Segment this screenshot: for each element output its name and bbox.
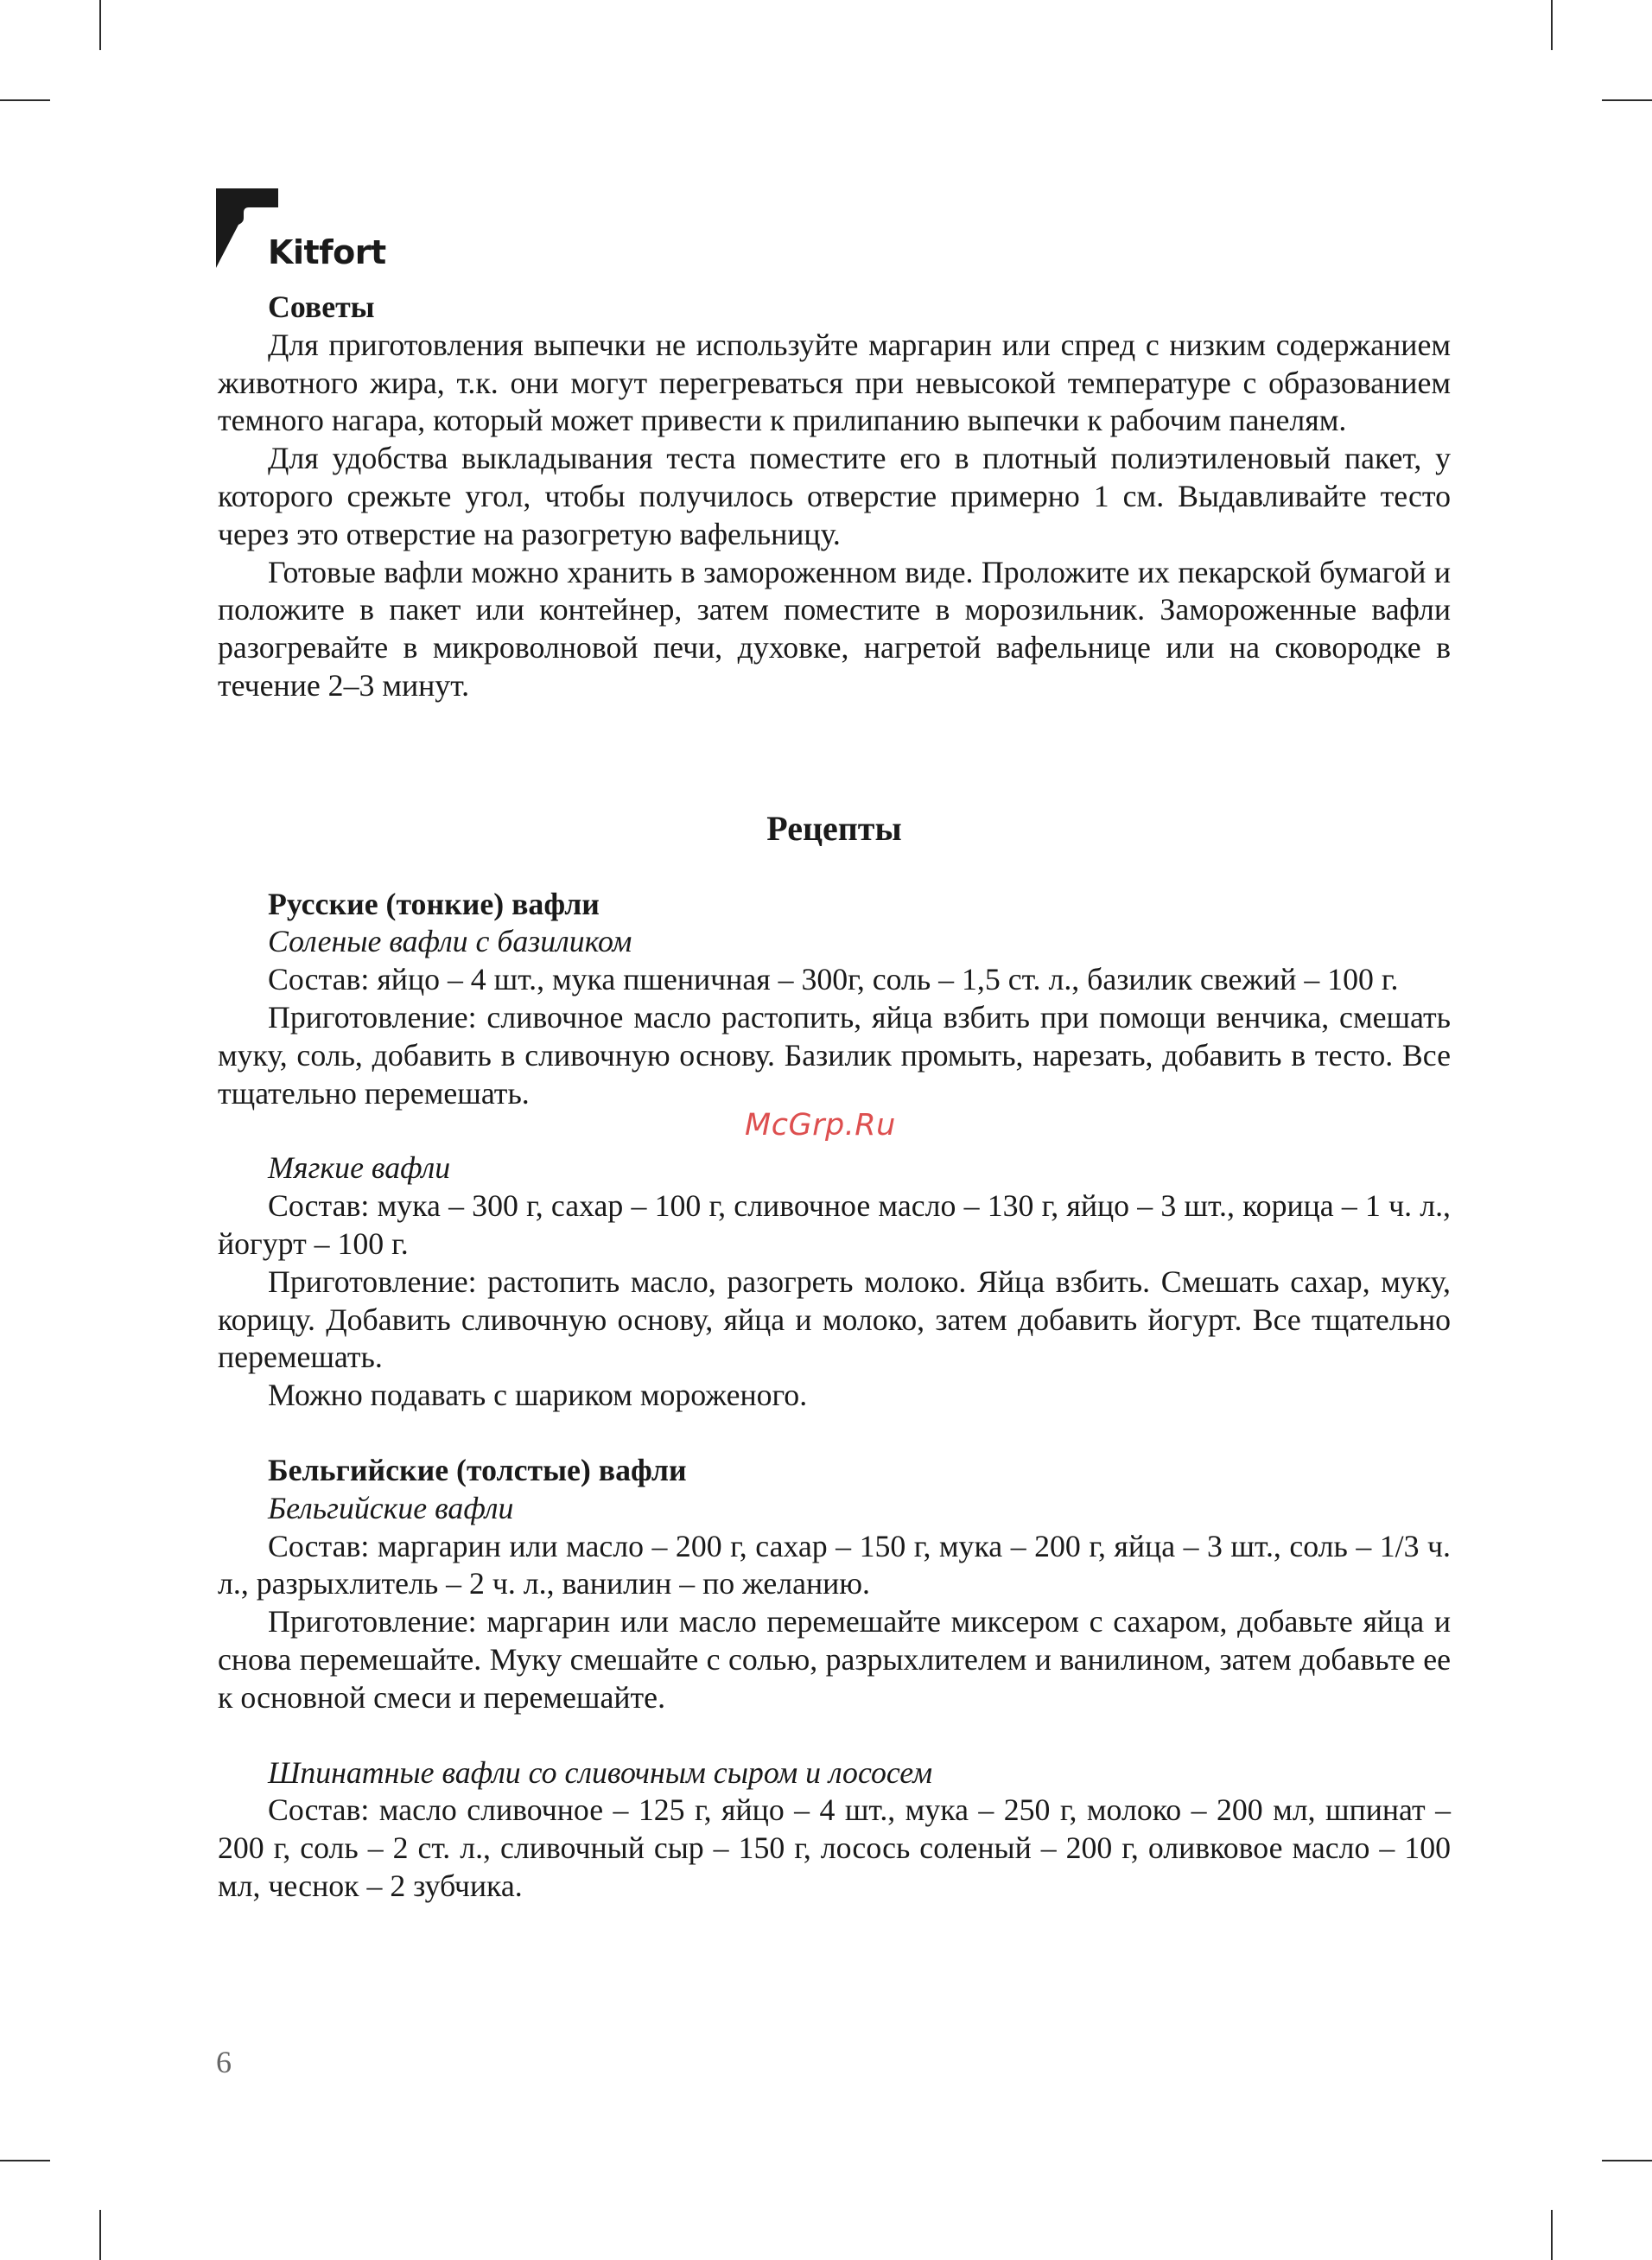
crop-mark — [0, 99, 50, 101]
crop-mark — [1551, 2210, 1553, 2260]
crop-mark — [1602, 99, 1652, 101]
recipe-note: Можно подавать с шариком мороженого. — [268, 1378, 808, 1413]
recipe-preparation: Приготовление: маргарин или масло перемешайте миксером с сахаром, добавьте яйца и снова перемешайте. Муку смешайте с солью, разрыхлителем и ванилином, затем добавьте ее к основной смеси и перемешайте. — [218, 1604, 1451, 1715]
brand-logo — [216, 188, 389, 275]
tips-heading: Советы — [268, 290, 375, 324]
recipe-ingredients: Состав: маргарин или масло – 200 г, сахар – 150 г, мука – 200 г, яйца – 3 шт., соль – 1/3 ч. л., разрыхлитель – 2 ч. л., ванилин – по желанию. — [218, 1528, 1451, 1601]
recipe-preparation: Приготовление: растопить масло, разогреть молоко. Яйца взбить. Смешать сахар, муку, корицу. Добавить сливочную основу, яйца и молоко, затем добавить йогурт. Все тщательно перемешать. — [218, 1264, 1451, 1375]
recipe-name: Соленые вафли с базиликом — [268, 924, 632, 959]
recipe-name: Шпинатные вафли со сливочным сыром и лососем — [268, 1754, 933, 1790]
crop-mark — [99, 2210, 101, 2260]
recipes-title: Рецепты — [766, 808, 902, 848]
brand-wordmark: Kitfort — [268, 233, 386, 271]
page-number: 6 — [216, 2045, 232, 2079]
watermark: McGrp.Ru — [745, 1108, 896, 1143]
tips-paragraph: Для удобства выкладывания теста поместите его в плотный полиэтиленовый пакет, у которого срежьте угол, чтобы получилось отверстие примерно 1 см. Выдавливайте тесто через это отверстие на разогретую вафельницу. — [218, 441, 1451, 551]
recipe-preparation: Приготовление: сливочное масло растопить, яйца взбить при помощи венчика, смешать муку, соль, добавить в сливочную основу. Базилик промыть, нарезать, добавить в тесто. Все тщательно перемешать. — [218, 999, 1451, 1111]
tips-paragraph: Готовые вафли можно хранить в замороженном виде. Проложите их пекарской бумагой и положите в пакет или контейнер, затем поместите в морозильник. Замороженные вафли разогревайте в микроволновой печи, духовке, нагретой вафельнице или на сковородке в течение 2–3 минут. — [218, 554, 1451, 703]
russian-waffles-heading: Русские (тонкие) вафли — [268, 886, 600, 921]
crop-mark — [1602, 2160, 1652, 2161]
document-body — [218, 289, 1451, 1906]
recipe-ingredients: Состав: масло сливочное – 125 г, яйцо – 4 шт., мука – 250 г, молоко – 200 мл, шпинат – 200 г, соль – 2 ст. л., сливочный сыр – 150 г, лосось соленый – 200 г, оливковое масло – 100 мл, чеснок – 2 зубчика. — [218, 1792, 1451, 1903]
crop-mark — [0, 2160, 50, 2161]
belgian-waffles-heading: Бельгийские (толстые) вафли — [268, 1452, 687, 1487]
recipe-name: Бельгийские вафли — [268, 1490, 514, 1525]
crop-mark — [99, 0, 101, 50]
tips-paragraph: Для приготовления выпечки не используйте маргарин или спред с низким содержанием животного жира, т.к. они могут перегреваться при невысокой температуре с образованием темного нагара, который может привести к прилипанию выпечки к рабочим панелям. — [218, 327, 1451, 438]
crop-mark — [1551, 0, 1553, 50]
recipe-ingredients: Состав: яйцо – 4 шт., мука пшеничная – 300г, соль – 1,5 ст. л., базилик свежий – 100 г. — [268, 962, 1399, 997]
recipe-ingredients: Состав: мука – 300 г, сахар – 100 г, сливочное масло – 130 г, яйцо – 3 шт., корица – 1 ч. л., йогурт – 100 г. — [218, 1188, 1451, 1261]
recipe-name: Мягкие вафли — [268, 1150, 451, 1186]
